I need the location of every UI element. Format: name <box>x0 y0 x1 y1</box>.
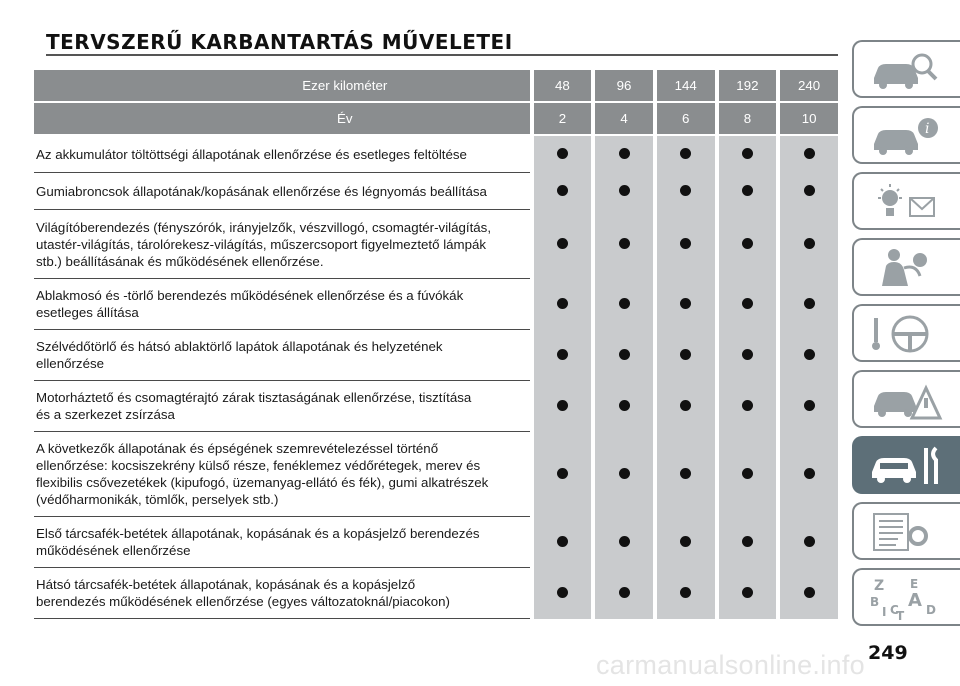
svg-text:A: A <box>908 590 922 611</box>
header-row-km <box>34 70 838 102</box>
check-dot-icon <box>619 349 630 360</box>
check-dot-icon <box>804 349 815 360</box>
interval-cell <box>534 330 592 381</box>
interval-cell <box>595 210 653 279</box>
interval-cell <box>719 517 777 568</box>
svg-text:T: T <box>896 609 905 620</box>
interval-cell <box>657 432 715 517</box>
tab-car-search[interactable] <box>852 40 960 98</box>
interval-cell <box>657 210 715 279</box>
car-search-icon <box>868 48 948 92</box>
tab-warning-lights[interactable] <box>852 172 960 230</box>
table-row <box>34 135 838 173</box>
check-dot-icon <box>742 468 753 479</box>
operation-description <box>34 173 530 210</box>
check-dot-icon <box>742 587 753 598</box>
check-dot-icon <box>557 148 568 159</box>
check-dot-icon <box>557 185 568 196</box>
road-warning-icon <box>868 378 948 422</box>
check-dot-icon <box>680 400 691 411</box>
technical-data-icon <box>868 510 948 554</box>
description-line: Első tárcsafék-betétek állapotának, kopásának és a kopásjelző berendezés <box>36 526 480 541</box>
interval-cell <box>534 381 592 432</box>
interval-cell <box>657 279 715 330</box>
check-dot-icon <box>804 298 815 309</box>
check-dot-icon <box>680 298 691 309</box>
svg-text:C: C <box>890 603 899 617</box>
interval-cell <box>595 517 653 568</box>
watermark-text: carmanualsonline.info <box>596 650 865 680</box>
check-dot-icon <box>557 536 568 547</box>
table-row <box>34 381 838 432</box>
svg-text:D: D <box>926 603 936 617</box>
check-dot-icon <box>742 400 753 411</box>
description-line: esetleges állítása <box>36 305 139 320</box>
svg-text:i: i <box>925 121 930 137</box>
km-value: 240 <box>780 70 838 102</box>
description-line: berendezés működésének ellenőrzése (egyes változatoknál/piacokon) <box>36 594 450 609</box>
tab-technical-data[interactable] <box>852 502 960 560</box>
description-line: működésének ellenőrzése <box>36 543 191 558</box>
maintenance-table <box>34 70 838 619</box>
check-dot-icon <box>557 587 568 598</box>
table-row <box>34 210 838 279</box>
interval-cell <box>595 173 653 210</box>
check-dot-icon <box>680 238 691 249</box>
operation-description <box>34 568 530 619</box>
check-dot-icon <box>619 587 630 598</box>
header-row-year <box>34 102 838 135</box>
description-line: Gumiabroncsok állapotának/kopásának ellenőrzése és légnyomás beállítása <box>36 183 487 199</box>
check-dot-icon <box>804 400 815 411</box>
operation-description <box>34 381 530 432</box>
operation-description <box>34 135 530 173</box>
tab-safety[interactable] <box>852 238 960 296</box>
tab-index[interactable] <box>852 568 960 626</box>
description-line: A következők állapotának és épségének szemrevételezéssel történő <box>36 441 439 456</box>
check-dot-icon <box>804 238 815 249</box>
check-dot-icon <box>619 468 630 479</box>
check-dot-icon <box>742 298 753 309</box>
check-dot-icon <box>804 185 815 196</box>
check-dot-icon <box>804 536 815 547</box>
check-dot-icon <box>680 536 691 547</box>
year-value: 2 <box>534 102 592 135</box>
interval-cell <box>534 210 592 279</box>
interval-cell <box>595 330 653 381</box>
table-row <box>34 568 838 619</box>
interval-cell <box>780 135 838 173</box>
interval-cell <box>657 517 715 568</box>
interval-cell <box>534 173 592 210</box>
check-dot-icon <box>619 298 630 309</box>
description-line: és a szerkezet zsírzása <box>36 407 175 422</box>
check-dot-icon <box>557 238 568 249</box>
steering-wheel-icon <box>868 312 948 356</box>
interval-cell <box>657 330 715 381</box>
interval-cell <box>595 279 653 330</box>
title-divider <box>46 54 838 56</box>
year-value: 6 <box>657 102 715 135</box>
operation-description <box>34 210 530 279</box>
interval-cell <box>595 135 653 173</box>
year-value: 4 <box>595 102 653 135</box>
operation-description <box>34 279 530 330</box>
description-line: utastér-világítás, tárolórekesz-világítás, műszercsoport figyelmeztető lámpák <box>36 236 487 252</box>
tab-steering[interactable] <box>852 304 960 362</box>
table-row <box>34 330 838 381</box>
description-line: ellenőrzése <box>36 356 105 371</box>
tab-car-info[interactable] <box>852 106 960 164</box>
interval-cell <box>534 279 592 330</box>
check-dot-icon <box>619 185 630 196</box>
description-line: Ablakmosó és -törlő berendezés működésének ellenőrzése és a fúvókák <box>36 288 464 303</box>
km-value: 144 <box>657 70 715 102</box>
check-dot-icon <box>742 148 753 159</box>
interval-cell <box>534 135 592 173</box>
check-dot-icon <box>619 148 630 159</box>
car-maintenance-icon <box>868 444 948 488</box>
km-value: 96 <box>595 70 653 102</box>
interval-cell <box>719 210 777 279</box>
interval-cell <box>657 381 715 432</box>
description-line: Motorháztető és csomagtérajtó zárak tisztaságának ellenőrzése, tisztítása <box>36 390 472 405</box>
check-dot-icon <box>557 468 568 479</box>
interval-cell <box>534 432 592 517</box>
check-dot-icon <box>742 238 753 249</box>
interval-cell <box>719 432 777 517</box>
svg-text:I: I <box>882 605 887 619</box>
check-dot-icon <box>804 468 815 479</box>
check-dot-icon <box>619 238 630 249</box>
check-dot-icon <box>680 468 691 479</box>
description-line: Az akkumulátor töltöttségi állapotának ellenőrzése és esetleges feltöltése <box>36 146 467 162</box>
interval-cell <box>719 330 777 381</box>
svg-text:Z: Z <box>874 578 885 594</box>
header-year-label: Év <box>34 102 530 135</box>
interval-cell <box>595 381 653 432</box>
interval-cell <box>595 432 653 517</box>
interval-cell <box>780 432 838 517</box>
svg-text:B: B <box>870 595 880 609</box>
description-line: stb.) beállításának és működésének ellenőrzése. <box>36 253 324 269</box>
interval-cell <box>657 568 715 619</box>
check-dot-icon <box>557 298 568 309</box>
table-row <box>34 173 838 210</box>
check-dot-icon <box>804 148 815 159</box>
km-value: 192 <box>719 70 777 102</box>
index-icon <box>868 576 948 620</box>
interval-cell <box>780 279 838 330</box>
interval-cell <box>780 210 838 279</box>
table-row <box>34 517 838 568</box>
interval-cell <box>780 173 838 210</box>
description-line: Hátsó tárcsafék-betétek állapotának, kopásának és a kopásjelző <box>36 577 416 592</box>
interval-cell <box>657 173 715 210</box>
operation-description <box>34 517 530 568</box>
interval-cell <box>780 381 838 432</box>
operation-description <box>34 330 530 381</box>
interval-cell <box>780 568 838 619</box>
safety-airbag-icon <box>868 246 948 290</box>
check-dot-icon <box>680 148 691 159</box>
check-dot-icon <box>557 349 568 360</box>
interval-cell <box>595 568 653 619</box>
check-dot-icon <box>742 185 753 196</box>
km-value: 48 <box>534 70 592 102</box>
description-line: flexibilis csővezetékek (kipufogó, üzemanyag-ellátó és fék), gumi alkatrészek <box>36 475 489 490</box>
description-line: (védőharmonikák, tömlők, perselyek stb.) <box>36 492 279 507</box>
check-dot-icon <box>680 349 691 360</box>
check-dot-icon <box>804 587 815 598</box>
interval-cell <box>534 568 592 619</box>
description-line: Világítóberendezés (fényszórók, irányjelzők, vészvillogó, csomagtér-világítás, <box>36 219 492 235</box>
page-number: 249 <box>868 642 908 664</box>
check-dot-icon <box>680 587 691 598</box>
interval-cell <box>534 517 592 568</box>
header-km-label: Ezer kilométer <box>34 70 530 102</box>
page-title: TERVSZERŰ KARBANTARTÁS MŰVELETEI <box>46 30 513 54</box>
table-row <box>34 432 838 517</box>
check-dot-icon <box>680 185 691 196</box>
interval-cell <box>719 135 777 173</box>
year-value: 8 <box>719 102 777 135</box>
car-info-icon <box>868 114 948 158</box>
check-dot-icon <box>557 400 568 411</box>
description-line: Szélvédőtörlő és hátsó ablaktörlő lapátok állapotának és helyzetének <box>36 339 443 354</box>
description-line: ellenőrzése: kocsiszekrény külső része, fenéklemez védőrétegek, merev és <box>36 458 481 473</box>
warning-lights-icon <box>868 180 948 224</box>
interval-cell <box>719 173 777 210</box>
interval-cell <box>780 517 838 568</box>
svg-text:E: E <box>910 577 919 591</box>
tab-maintenance[interactable] <box>852 436 960 494</box>
interval-cell <box>780 330 838 381</box>
interval-cell <box>719 568 777 619</box>
check-dot-icon <box>619 400 630 411</box>
operation-description <box>34 432 530 517</box>
check-dot-icon <box>742 536 753 547</box>
tab-road-warning[interactable] <box>852 370 960 428</box>
interval-cell <box>719 279 777 330</box>
year-value: 10 <box>780 102 838 135</box>
interval-cell <box>657 135 715 173</box>
check-dot-icon <box>619 536 630 547</box>
interval-cell <box>719 381 777 432</box>
check-dot-icon <box>742 349 753 360</box>
table-row <box>34 279 838 330</box>
